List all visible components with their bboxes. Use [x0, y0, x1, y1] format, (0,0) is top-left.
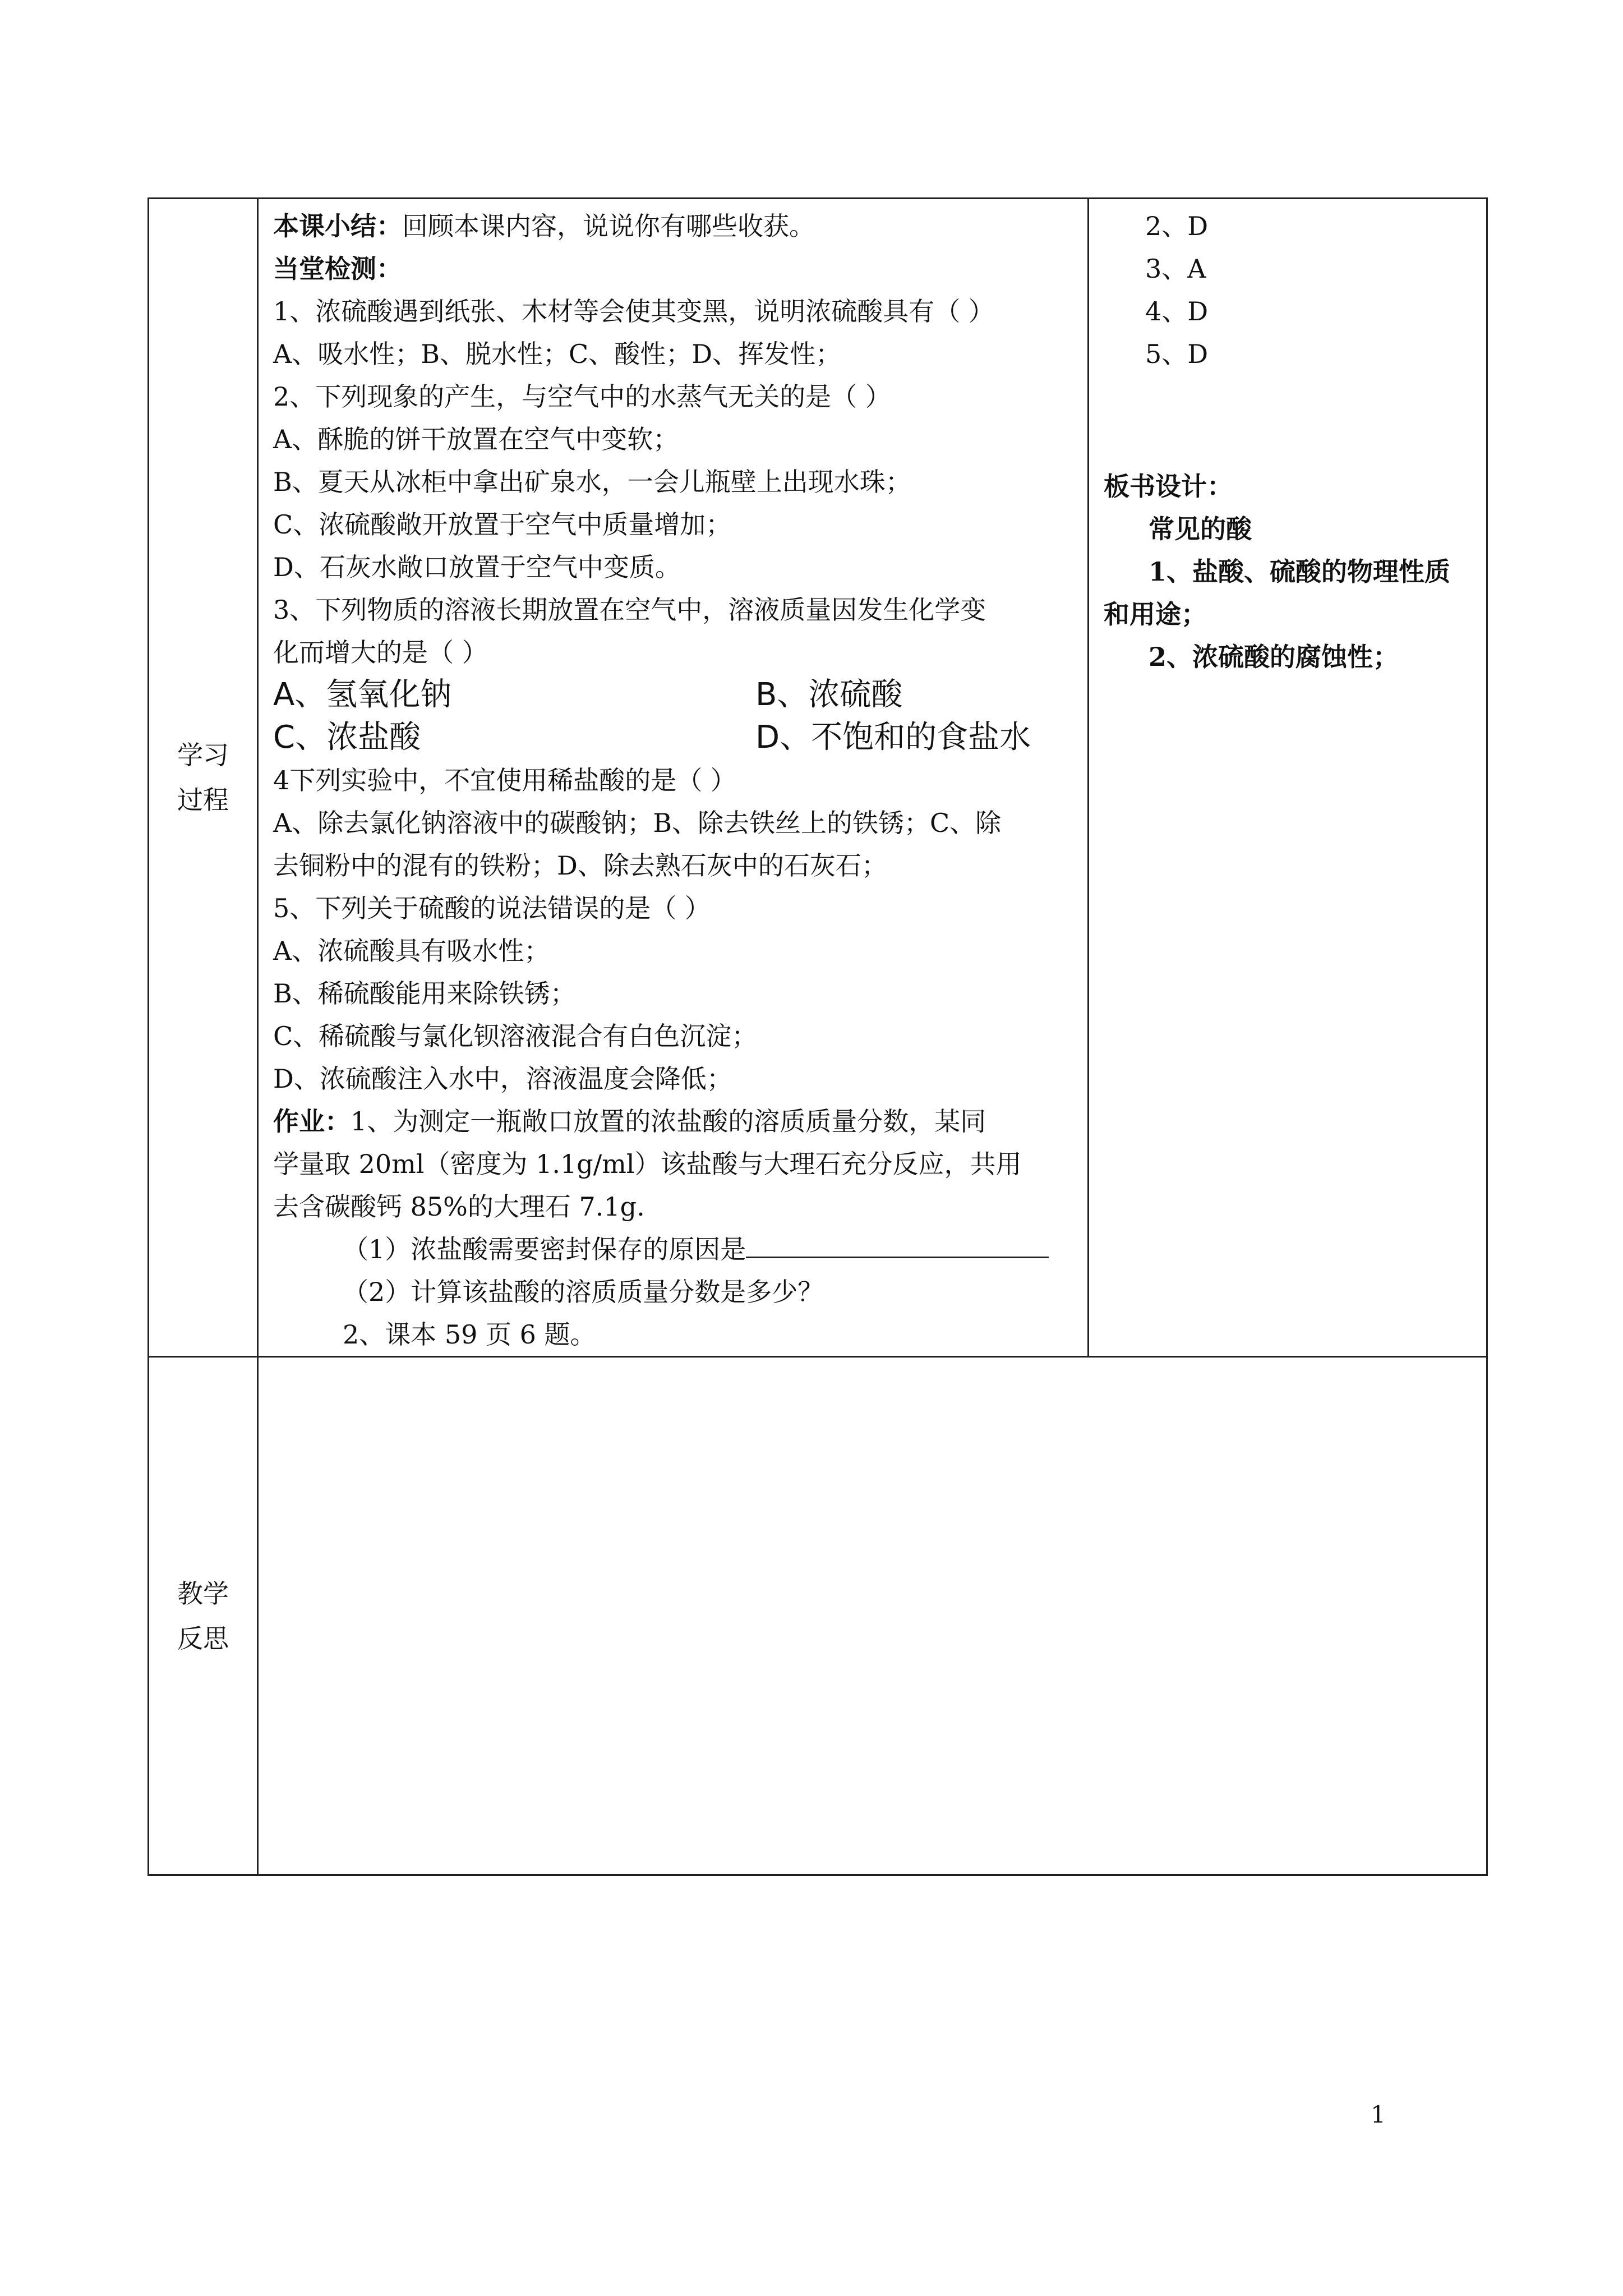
homework-line3: 去含碳酸钙 85%的大理石 7.1g.	[273, 1191, 645, 1222]
answer-cell	[1089, 199, 1487, 1357]
process-label-line1: 学习	[177, 740, 229, 770]
q3-stem-line2: 化而增大的是（ ）	[273, 637, 488, 668]
reflection-label-line2: 反思	[177, 1623, 229, 1654]
homework-line1	[259, 1100, 1087, 1143]
q5-stem: 5、下列关于硫酸的说法错误的是（ ）	[273, 893, 711, 923]
q3-stem-line1: 3、下列物质的溶液长期放置在空气中，溶液质量因发生化学变	[273, 595, 986, 625]
q3-options-row1	[259, 674, 1087, 716]
board-design-point1b: 和用途；	[1104, 599, 1207, 629]
homework-title: 作业：	[273, 1106, 351, 1137]
homework-sub1-text: （1）浓盐酸需要密封保存的原因是	[343, 1234, 746, 1264]
board-design-point2: 2、浓硫酸的腐蚀性；	[1149, 642, 1399, 672]
homework-sub2: （2）计算该盐酸的溶质质量分数是多少？	[343, 1277, 824, 1307]
answer-2: 2、D	[1145, 211, 1209, 241]
reflection-row	[149, 1357, 1487, 1875]
q3-option-b: B、浓硫酸	[755, 677, 903, 713]
q1-stem: 1、浓硫酸遇到纸张、木材等会使其变黑，说明浓硫酸具有（ ）	[273, 296, 994, 326]
answer-4: 4、D	[1145, 296, 1209, 326]
process-label-cell	[149, 199, 258, 1357]
lesson-plan-table	[147, 197, 1488, 1876]
q5-option-a: A、浓硫酸具有吸水性；	[273, 936, 550, 966]
reflection-label-cell	[149, 1357, 258, 1875]
q2-option-d: D、石灰水敞口放置于空气中变质。	[273, 552, 681, 582]
content-cell	[258, 199, 1089, 1357]
q4-options-line1: A、除去氯化钠溶液中的碳酸钠；B、除去铁丝上的铁锈；C、除	[273, 808, 1002, 838]
q3-option-a: A、氢氧化钠	[273, 677, 452, 713]
q3-option-c: C、浓盐酸	[273, 719, 421, 756]
q2-option-c: C、浓硫酸敞开放置于空气中质量增加；	[273, 509, 732, 540]
summary-text: 回顾本课内容，说说你有哪些收获。	[402, 211, 815, 241]
q4-stem: 4下列实验中，不宜使用稀盐酸的是（ ）	[273, 765, 736, 795]
q2-option-b: B、夏天从冰柜中拿出矿泉水，一会儿瓶壁上出现水珠；	[273, 467, 911, 497]
process-row	[149, 199, 1487, 1357]
answer-blank	[746, 1230, 1049, 1258]
q3-options-row2	[259, 716, 1087, 759]
homework-line2: 学量取 20ml（密度为 1.1g/ml）该盐酸与大理石充分反应，共用	[273, 1149, 1022, 1179]
summary-line	[259, 205, 1087, 247]
q2-stem: 2、下列现象的产生，与空气中的水蒸气无关的是（ ）	[273, 381, 891, 412]
homework-text1: 1、为测定一瓶敞口放置的浓盐酸的溶质质量分数，某同	[351, 1106, 986, 1137]
reflection-content-cell	[258, 1357, 1487, 1875]
answer-3: 3、A	[1145, 254, 1206, 284]
q1-options: A、吸水性；B、脱水性；C、酸性；D、挥发性；	[273, 339, 842, 369]
q5-option-c: C、稀硫酸与氯化钡溶液混合有白色沉淀；	[273, 1021, 758, 1051]
q3-option-d: D、不饱和的食盐水	[755, 719, 1031, 756]
q5-option-d: D、浓硫酸注入水中，溶液温度会降低；	[273, 1064, 732, 1094]
homework-item2: 2、课本 59 页 6 题。	[343, 1319, 596, 1350]
homework-sub1	[259, 1228, 1087, 1271]
q2-option-a: A、酥脆的饼干放置在空气中变软；	[273, 424, 679, 454]
board-design-heading: 常见的酸	[1149, 514, 1252, 544]
board-design-point1a: 1、盐酸、硫酸的物理性质	[1149, 556, 1451, 587]
process-label-line2: 过程	[177, 785, 229, 815]
q5-option-b: B、稀硫酸能用来除铁锈；	[273, 978, 576, 1009]
check-title: 当堂检测：	[273, 254, 402, 284]
q4-options-line2: 去铜粉中的混有的铁粉；D、除去熟石灰中的石灰石；	[273, 850, 887, 881]
page-number: 1	[1371, 2101, 1386, 2128]
summary-title: 本课小结：	[273, 211, 402, 241]
answer-5: 5、D	[1145, 339, 1209, 369]
reflection-label-line1: 教学	[177, 1578, 229, 1609]
board-design-title: 板书设计：	[1104, 471, 1233, 501]
